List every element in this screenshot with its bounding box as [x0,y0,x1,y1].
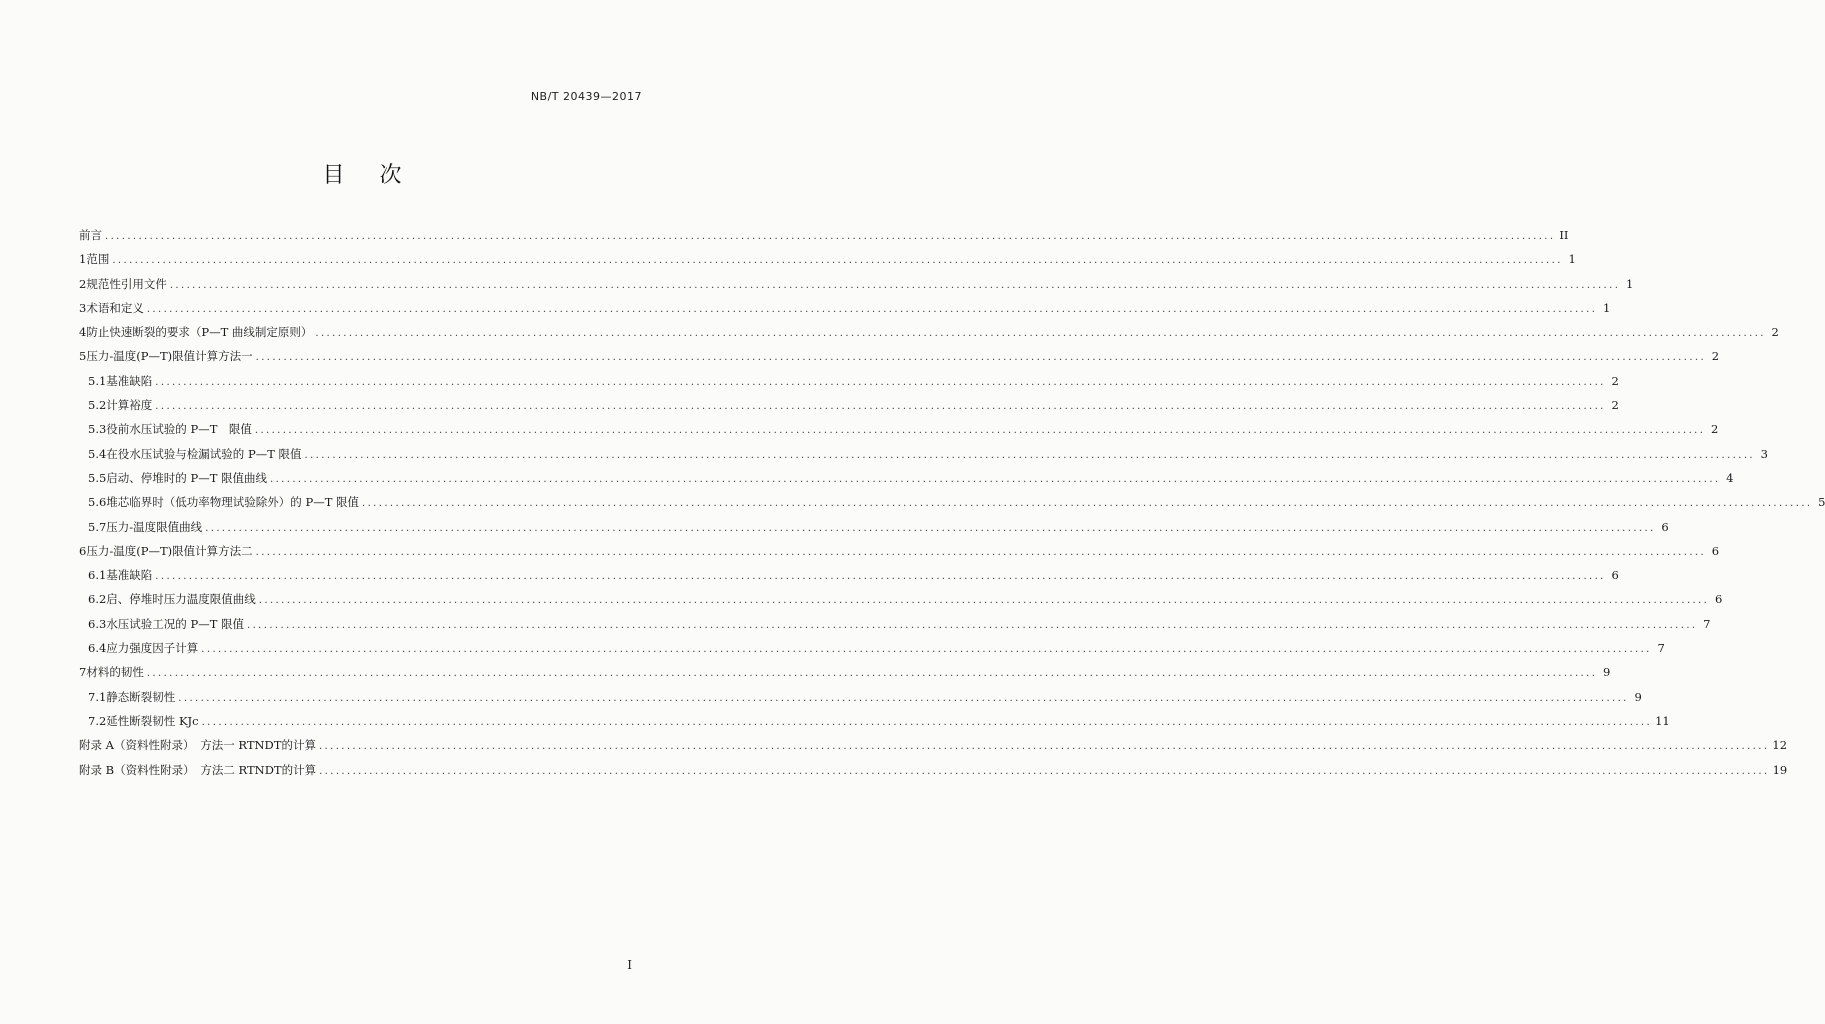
dot-leader: .................................................................................................................................................................................................................................................................... [315,328,1766,340]
toc-entry-page: 2 [1771,325,1779,340]
toc-entry[interactable] [79,587,1723,611]
toc-entry-number: 7 [79,665,87,680]
toc-entry-page: 9 [1602,665,1611,680]
toc-entry-page: 2 [1711,422,1719,437]
toc-entry-page: 2 [1611,398,1619,413]
toc-entry[interactable] [79,417,1719,441]
toc-entry-title: 在役水压试验与检漏试验的 P—T 限值 [106,446,302,461]
dot-leader: .................................................................................................................................................................................................................................................................... [304,449,1755,461]
toc-entry-number: 5.7 [88,519,107,534]
toc-entry-title: 延性断裂韧性 KJc [106,713,199,728]
dot-leader: .................................................................................................................................................................................................................................................................... [362,498,1813,510]
toc-entry[interactable] [79,636,1665,660]
dot-leader: .................................................................................................................................................................................................................................................................... [155,571,1606,583]
toc-entry-page: 1 [1625,276,1634,291]
toc-entry[interactable] [79,685,1642,709]
toc-entry-title: 材料的韧性 [86,665,144,680]
toc-entry-title: 启、停堆时压力温度限值曲线 [106,592,256,607]
dot-leader: .................................................................................................................................................................................................................................................................... [319,765,1770,777]
toc-entry-number: 2 [79,276,87,291]
toc-entry-title: 压力-温度限值曲线 [106,519,203,534]
table-of-contents [79,223,1825,782]
toc-entry-title: 应力强度因子计算 [106,641,199,656]
dot-leader: .................................................................................................................................................................................................................................................................... [178,692,1629,704]
toc-entry-page: 12 [1772,738,1788,753]
dot-leader: .................................................................................................................................................................................................................................................................... [146,668,1598,680]
toc-entry-number: 6.1 [88,568,107,583]
toc-entry-number: 5.3 [88,422,107,437]
dot-leader: .................................................................................................................................................................................................................................................................... [201,644,1652,656]
toc-entry-title: 附录 B（资料性附录） 方法二 RTNDT的计算 [79,762,317,777]
dot-leader: .................................................................................................................................................................................................................................................................... [258,595,1710,607]
toc-entry-page: 11 [1655,713,1670,728]
toc-entry[interactable] [79,393,1619,417]
dot-leader: .................................................................................................................................................................................................................................................................... [255,352,1707,364]
toc-entry[interactable] [79,515,1669,539]
toc-entry[interactable] [79,709,1670,733]
toc-entry-page: 1 [1568,252,1576,267]
toc-entry-number: 7.2 [88,713,107,728]
dot-leader: .................................................................................................................................................................................................................................................................... [201,716,1653,728]
toc-entry-title: 基准缺陷 [106,373,153,388]
toc-entry[interactable] [79,612,1711,636]
dot-leader: .................................................................................................................................................................................................................................................................... [112,255,1563,267]
toc-entry-page: 9 [1634,689,1642,704]
toc-entry-title: 计算裕度 [106,398,153,413]
toc-entry-title: 附录 A（资料性附录） 方法一 RTNDT的计算 [79,738,316,753]
dot-leader: .................................................................................................................................................................................................................................................................... [247,619,1698,631]
standard-code: NB/T 20439—2017 [530,90,642,103]
toc-entry-page: 2 [1611,373,1619,388]
toc-entry-number: 5.1 [88,373,107,388]
toc-entry-page: 3 [1760,446,1768,461]
toc-entry-number: 6.3 [88,616,107,631]
dot-leader: .................................................................................................................................................................................................................................................................... [318,741,1770,753]
toc-entry-number: 5.6 [88,495,107,510]
dot-leader: .................................................................................................................................................................................................................................................................... [255,546,1707,558]
toc-entry[interactable] [79,369,1619,393]
toc-entry-title: 役前水压试验的 P—T 限值 [106,422,252,437]
dot-leader: .................................................................................................................................................................................................................................................................... [105,231,1556,242]
toc-entry-title: 术语和定义 [86,300,144,315]
toc-entry-page: 7 [1657,641,1665,656]
toc-entry-page: 6 [1661,519,1669,534]
toc-entry-number: 3 [79,300,87,315]
toc-entry-page: 7 [1703,616,1711,631]
toc-entry-title: 启动、停堆时的 P—T 限值曲线 [106,470,268,485]
toc-entry-number: 6 [79,543,87,558]
toc-entry-title: 水压试验工况的 P—T 限值 [106,616,245,631]
dot-leader: .................................................................................................................................................................................................................................................................... [146,303,1598,315]
toc-entry-page: II [1559,228,1569,242]
toc-entry[interactable] [79,660,1611,684]
toc-entry-title: 压力-温度(P—T)限值计算方法一 [86,349,253,364]
toc-entry-title: 范围 [86,252,110,267]
dot-leader: .................................................................................................................................................................................................................................................................... [155,376,1606,388]
toc-entry-title: 规范性引用文件 [86,276,167,291]
toc-entry[interactable] [79,442,1768,466]
toc-entry-page: 6 [1714,592,1723,607]
dot-leader: .................................................................................................................................................................................................................................................................... [169,279,1621,291]
toc-entry[interactable] [79,563,1619,587]
toc-entry[interactable] [79,320,1779,344]
toc-entry-title: 压力-温度(P—T)限值计算方法二 [86,543,253,558]
toc-entry-number: 6.2 [88,592,107,607]
toc-entry-title: 基准缺陷 [106,568,153,583]
dot-leader: .................................................................................................................................................................................................................................................................... [270,473,1721,485]
toc-entry-page: 2 [1711,349,1720,364]
toc-entry[interactable] [79,247,1576,271]
toc-entry-page: 6 [1611,568,1619,583]
page-number: I [627,958,632,972]
toc-entry-title: 前言 [79,228,102,242]
toc-entry-number: 5 [79,349,87,364]
toc-entry[interactable] [79,223,1569,247]
toc-entry[interactable] [79,466,1734,490]
toc-entry-page: 4 [1726,470,1734,485]
toc-entry-page: 5 [1818,495,1825,510]
dot-leader: .................................................................................................................................................................................................................................................................... [205,522,1656,534]
toc-entry-number: 6.4 [88,641,107,656]
toc-entry-number: 7.1 [88,689,107,704]
toc-entry-page: 1 [1602,300,1611,315]
toc-entry[interactable] [79,272,1634,296]
toc-entry-page: 6 [1711,543,1720,558]
dot-leader: .................................................................................................................................................................................................................................................................... [155,401,1606,413]
dot-leader: .................................................................................................................................................................................................................................................................... [254,425,1706,437]
toc-entry[interactable] [79,344,1720,368]
toc-entry[interactable] [79,758,1788,782]
toc-entry-page: 19 [1772,762,1788,777]
toc-entry[interactable] [79,539,1720,563]
toc-entry-number: 5.2 [88,398,107,413]
toc-entry-number: 5.5 [88,470,107,485]
toc-entry-title: 静态断裂韧性 [106,689,176,704]
toc-entry-number: 1 [79,252,87,267]
toc-entry-title: 防止快速断裂的要求（P—T 曲线制定原则） [86,325,313,340]
toc-entry[interactable] [79,733,1788,757]
toc-entry-title: 堆芯临界时（低功率物理试验除外）的 P—T 限值 [106,495,360,510]
toc-entry-number: 4 [79,325,87,340]
toc-entry-number: 5.4 [88,446,107,461]
page-title: 目 次 [322,163,416,188]
toc-entry[interactable] [79,490,1825,514]
toc-entry[interactable] [79,296,1611,320]
